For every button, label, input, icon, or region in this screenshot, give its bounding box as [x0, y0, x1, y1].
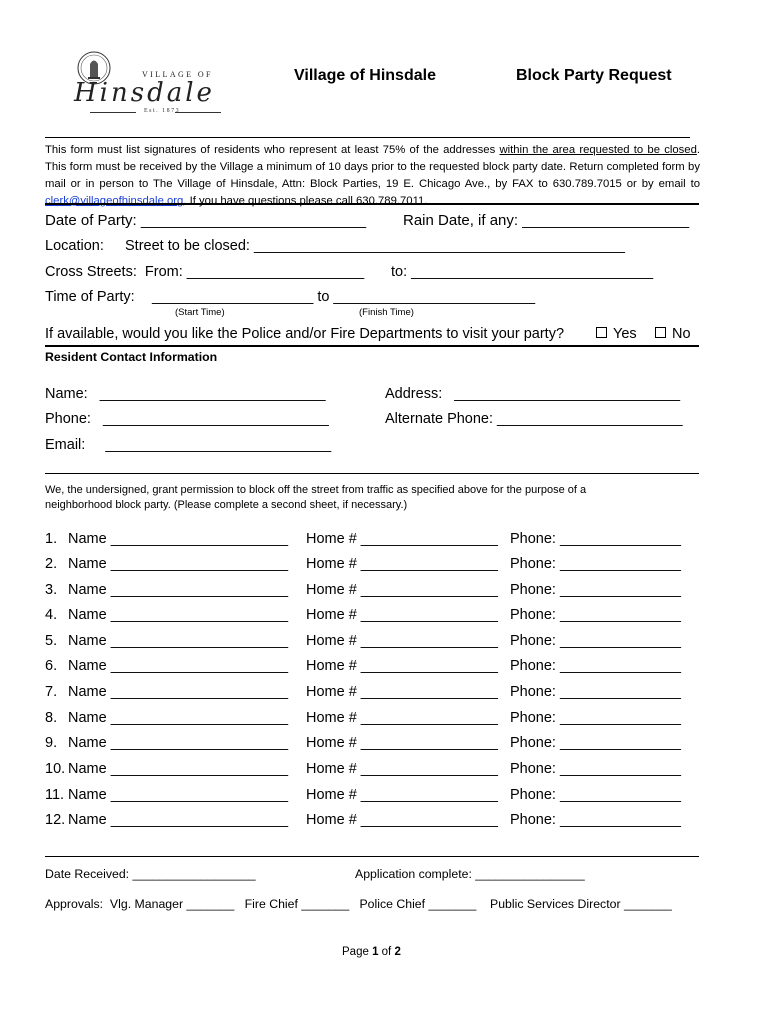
signature-row [45, 556, 705, 576]
permission-rule [45, 473, 699, 474]
row-phone-field[interactable]: Phone: _______________ [510, 787, 681, 803]
start-time-hint: (Start Time) [175, 307, 225, 318]
row-name-field[interactable]: Name ______________________ [68, 658, 289, 674]
row-home-field[interactable]: Home # _________________ [306, 556, 498, 572]
page-number [342, 946, 401, 958]
signature-row [45, 582, 705, 602]
resident-rule [45, 345, 699, 347]
visit-question: If available, would you like the Police and/or Fire Departments to visit your party? [45, 326, 565, 342]
cross-streets-to-field[interactable]: to: ______________________________ [391, 264, 654, 280]
header-rule [45, 137, 690, 138]
signature-row [45, 633, 705, 653]
yes-checkbox-icon [596, 327, 607, 338]
signature-row [45, 812, 705, 832]
no-checkbox[interactable] [655, 326, 691, 342]
page-of: of [378, 946, 395, 958]
row-home-field[interactable]: Home # _________________ [306, 582, 498, 598]
permission-line-2: neighborhood block party. (Please complete a second sheet, if necessary.) [45, 499, 408, 511]
resident-alt-phone-field[interactable]: Alternate Phone: _______________________ [385, 411, 683, 427]
intro-rule [45, 203, 699, 205]
logo-text-est: Est. 1873 [144, 108, 181, 114]
intro-underlined-text: within the area requested to be closed [499, 144, 697, 156]
page-total: 2 [394, 946, 401, 958]
row-home-field[interactable]: Home # _________________ [306, 684, 498, 700]
signature-row [45, 735, 705, 755]
row-phone-field[interactable]: Phone: _______________ [510, 761, 681, 777]
row-name-field[interactable]: Name ______________________ [68, 582, 289, 598]
row-phone-field[interactable]: Phone: _______________ [510, 556, 681, 572]
row-phone-field[interactable]: Phone: _______________ [510, 658, 681, 674]
row-phone-field[interactable]: Phone: _______________ [510, 531, 681, 547]
row-phone-field[interactable]: Phone: _______________ [510, 607, 681, 623]
yes-checkbox[interactable] [596, 326, 637, 342]
village-logo [60, 48, 225, 120]
signature-row [45, 761, 705, 781]
intro-text-1: This form must list signatures of residents who represent at least 75% of the addresses [45, 144, 500, 156]
signature-row [45, 787, 705, 807]
row-home-field[interactable]: Home # _________________ [306, 710, 498, 726]
intro-paragraph [45, 142, 700, 210]
row-name-field[interactable]: Name ______________________ [68, 684, 289, 700]
page-current: 1 [372, 946, 379, 958]
permission-line-1: We, the undersigned, grant permission to block off the street from traffic as specified above for the purpose of a [45, 484, 587, 496]
resident-name-field[interactable]: Name: ____________________________ [45, 386, 326, 402]
form-title: Block Party Request [516, 67, 672, 84]
row-phone-field[interactable]: Phone: _______________ [510, 633, 681, 649]
logo-text-village-of: VILLAGE OF [142, 70, 213, 79]
row-phone-field[interactable]: Phone: _______________ [510, 812, 681, 828]
logo-divider-left [90, 112, 136, 113]
row-home-field[interactable]: Home # _________________ [306, 658, 498, 674]
row-name-field[interactable]: Name ______________________ [68, 607, 289, 623]
page-prefix: Page [342, 946, 373, 958]
row-home-field[interactable]: Home # _________________ [306, 531, 498, 547]
row-name-field[interactable]: Name ______________________ [68, 761, 289, 777]
row-number: 1. [45, 531, 58, 547]
time-of-party-label: Time of Party: [45, 289, 135, 305]
row-home-field[interactable]: Home # _________________ [306, 735, 498, 751]
row-number: 5. [45, 633, 58, 649]
row-number: 3. [45, 582, 58, 598]
signature-row [45, 684, 705, 704]
approvals-field[interactable]: Approvals: Vlg. Manager _______ Fire Chief _______ Police Chief _______ Public Services Director _______ [45, 897, 672, 911]
cross-streets-from-field[interactable]: Cross Streets: From: ______________________ [45, 264, 365, 280]
signature-row [45, 658, 705, 678]
time-of-party-field[interactable]: ____________________ to _________________________ [152, 289, 536, 305]
row-number: 2. [45, 556, 58, 572]
row-name-field[interactable]: Name ______________________ [68, 812, 289, 828]
logo-text-hinsdale: Hinsdale [74, 78, 215, 108]
row-name-field[interactable]: Name ______________________ [68, 531, 289, 547]
row-home-field[interactable]: Home # _________________ [306, 761, 498, 777]
signature-row [45, 531, 705, 551]
resident-address-field[interactable]: Address: ____________________________ [385, 386, 681, 402]
row-number: 7. [45, 684, 58, 700]
yes-label: Yes [613, 326, 637, 342]
row-phone-field[interactable]: Phone: _______________ [510, 710, 681, 726]
row-home-field[interactable]: Home # _________________ [306, 787, 498, 803]
intro-text-2: . This form must be received by the Village a minimum of 10 days prior to the requested block party date. Return completed form by mail or in person to The Village of Hinsdale, Attn: Block Parties, 19 E. Chicago Ave., by FAX to 630.789.7015 or by email to [45, 144, 700, 190]
finish-time-hint: (Finish Time) [359, 307, 414, 318]
date-of-party-field[interactable]: Date of Party: ___________________________ [45, 212, 367, 229]
row-home-field[interactable]: Home # _________________ [306, 607, 498, 623]
row-name-field[interactable]: Name ______________________ [68, 633, 289, 649]
location-label: Location: [45, 238, 104, 254]
row-number: 6. [45, 658, 58, 674]
date-received-field[interactable]: Date Received: __________________ [45, 867, 256, 881]
row-number: 4. [45, 607, 58, 623]
row-number: 11. [45, 787, 65, 803]
no-checkbox-icon [655, 327, 666, 338]
row-name-field[interactable]: Name ______________________ [68, 787, 289, 803]
rain-date-field[interactable]: Rain Date, if any: ____________________ [403, 212, 690, 229]
row-number: 8. [45, 710, 58, 726]
street-to-close-field[interactable]: Street to be closed: ______________________________________________ [125, 238, 625, 254]
intro-text-3: . If you have questions please call 630.789.7011. [183, 195, 428, 207]
row-number: 12. [45, 812, 66, 828]
row-home-field[interactable]: Home # _________________ [306, 633, 498, 649]
application-complete-field[interactable]: Application complete: ________________ [355, 867, 585, 881]
clerk-email-link[interactable]: clerk@villageofhinsdale.org [45, 195, 184, 207]
row-name-field[interactable]: Name ______________________ [68, 710, 289, 726]
resident-heading: Resident Contact Information [45, 350, 218, 364]
row-home-field[interactable]: Home # _________________ [306, 812, 498, 828]
office-rule [45, 856, 699, 857]
row-name-field[interactable]: Name ______________________ [68, 735, 289, 751]
row-number: 9. [45, 735, 58, 751]
row-phone-field[interactable]: Phone: _______________ [510, 735, 681, 751]
row-name-field[interactable]: Name ______________________ [68, 556, 289, 572]
org-title: Village of Hinsdale [294, 67, 436, 84]
no-label: No [672, 326, 691, 342]
logo-divider-right [175, 112, 221, 113]
resident-phone-field[interactable]: Phone: ____________________________ [45, 411, 329, 427]
signature-row [45, 710, 705, 730]
signature-row [45, 607, 705, 627]
row-number: 10. [45, 761, 66, 777]
resident-email-field[interactable]: Email: ____________________________ [45, 437, 332, 453]
row-phone-field[interactable]: Phone: _______________ [510, 684, 681, 700]
row-phone-field[interactable]: Phone: _______________ [510, 582, 681, 598]
